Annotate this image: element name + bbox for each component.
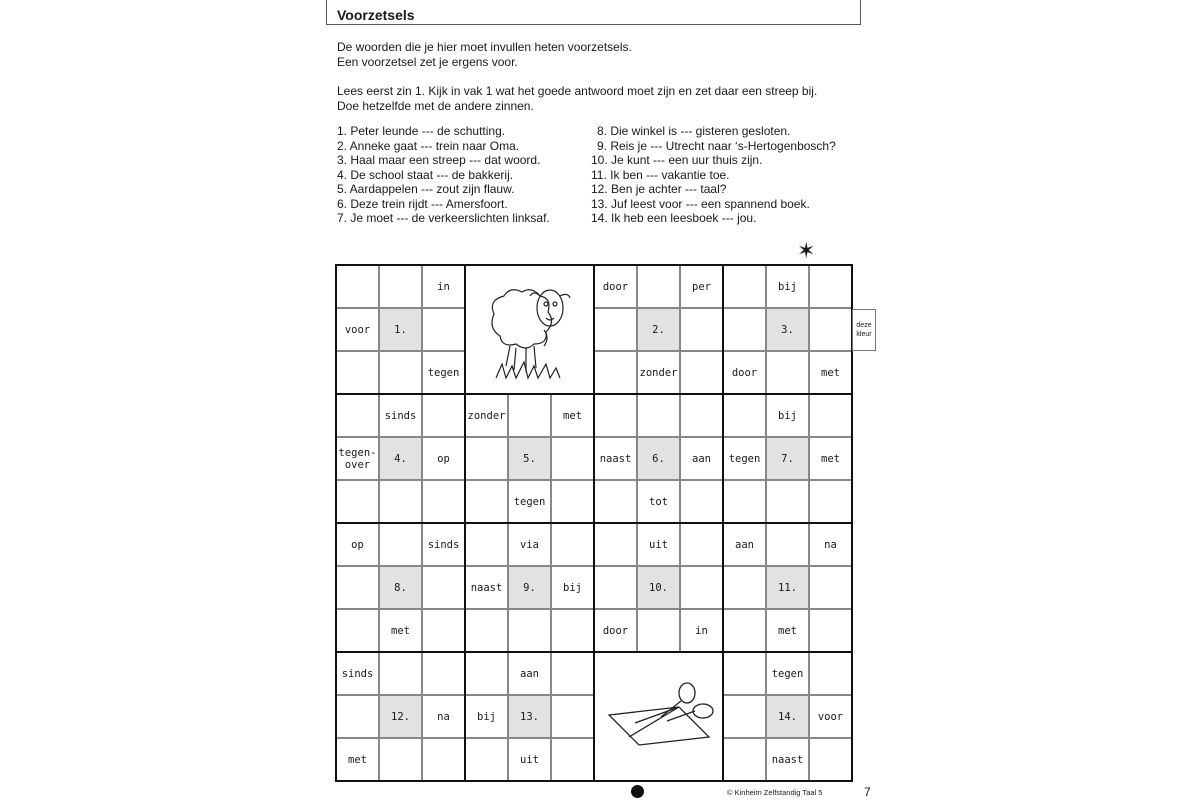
grid-cell[interactable] [809, 480, 852, 523]
grid-cell[interactable]: in [422, 265, 465, 308]
instructions-paragraph [337, 84, 817, 113]
color-key-label: deze kleur [852, 309, 876, 351]
grid-cell[interactable]: zonder [465, 394, 508, 437]
grid-cell[interactable] [551, 695, 594, 738]
grid-cell[interactable]: sinds [422, 523, 465, 566]
grid-cell[interactable] [637, 609, 680, 652]
sentence: 8. Die winkel is --- gisteren gesloten. [597, 124, 791, 138]
grid-cell[interactable] [379, 351, 422, 394]
grid-cell[interactable]: 7. [766, 437, 809, 480]
grid-cell[interactable] [551, 437, 594, 480]
sentence: 4. De school staat --- de bakkerij. [337, 167, 514, 182]
grid-cell[interactable] [336, 351, 379, 394]
grid-cell[interactable]: met [551, 394, 594, 437]
grid-cell[interactable] [766, 523, 809, 566]
grid-cell[interactable]: 12. [379, 695, 422, 738]
grid-cell[interactable] [336, 566, 379, 609]
grid-cell[interactable] [422, 394, 465, 437]
grid-cell[interactable]: 14. [766, 695, 809, 738]
grid-cell[interactable]: met [809, 437, 852, 480]
grid-cell[interactable] [422, 738, 465, 781]
grid-cell[interactable]: naast [594, 437, 637, 480]
grid-cell[interactable] [379, 265, 422, 308]
sudoku-grid [336, 265, 851, 780]
grid-cell[interactable] [809, 609, 852, 652]
grid-cell[interactable] [379, 523, 422, 566]
sentence: 14. Ik heb een leesboek --- jou. [591, 211, 757, 225]
grid-cell[interactable] [723, 265, 766, 308]
grid-cell[interactable] [594, 351, 637, 394]
sentence: 7. Je moet --- de verkeerslichten linksaf. [337, 211, 550, 225]
sheep-icon [466, 266, 595, 395]
grid-cell[interactable] [594, 394, 637, 437]
grid-cell[interactable] [336, 394, 379, 437]
grid-cell[interactable] [551, 652, 594, 695]
page-title: Voorzetsels [337, 7, 415, 23]
grid-cell[interactable]: sinds [379, 394, 422, 437]
grid-cell[interactable] [422, 566, 465, 609]
grid-cell[interactable] [723, 566, 766, 609]
grid-cell[interactable] [422, 652, 465, 695]
grid-cell[interactable] [680, 394, 723, 437]
page-number: 7 [864, 785, 871, 799]
grid-cell[interactable] [379, 738, 422, 781]
grid-cell[interactable]: 11. [766, 566, 809, 609]
sentences-left [337, 124, 550, 226]
scissors-illustration [594, 652, 723, 781]
grid-cell[interactable] [551, 609, 594, 652]
title-box [326, 0, 861, 25]
grid-cell[interactable]: zonder [637, 351, 680, 394]
grid-cell[interactable] [465, 738, 508, 781]
sentence: 6. Deze trein rijdt --- Amersfoort. [337, 196, 508, 211]
grid-cell[interactable] [723, 308, 766, 351]
grid-cell[interactable]: bij [766, 394, 809, 437]
grid-cell[interactable]: 8. [379, 566, 422, 609]
grid-cell[interactable] [809, 652, 852, 695]
grid-cell[interactable]: tegen [723, 437, 766, 480]
grid-cell[interactable] [680, 566, 723, 609]
grid-cell[interactable] [594, 308, 637, 351]
sentences-right [591, 124, 836, 226]
grid-cell[interactable]: op [422, 437, 465, 480]
sentence: 5. Aardappelen --- zout zijn flauw. [337, 182, 515, 196]
grid-cell[interactable]: 5. [508, 437, 551, 480]
grid-cell[interactable] [723, 695, 766, 738]
grid-cell[interactable]: via [508, 523, 551, 566]
sentence: 12. Ben je achter --- taal? [591, 182, 727, 196]
grid-cell[interactable] [508, 394, 551, 437]
grid-cell[interactable] [379, 652, 422, 695]
grid-cell[interactable] [809, 738, 852, 781]
grid-cell[interactable]: bij [766, 265, 809, 308]
grid-cell[interactable]: tot [637, 480, 680, 523]
grid-cell[interactable] [723, 738, 766, 781]
grid-cell[interactable] [766, 480, 809, 523]
grid-cell[interactable] [680, 523, 723, 566]
grid-cell[interactable] [508, 609, 551, 652]
grid-cell[interactable] [723, 652, 766, 695]
sentence: 13. Juf leest voor --- een spannend boek. [591, 196, 810, 211]
grid-cell[interactable] [422, 308, 465, 351]
grid-cell[interactable] [594, 566, 637, 609]
grid-cell[interactable] [551, 480, 594, 523]
grid-cell[interactable] [594, 523, 637, 566]
grid-cell[interactable] [336, 265, 379, 308]
grid-cell[interactable] [336, 480, 379, 523]
grid-cell[interactable]: 10. [637, 566, 680, 609]
sentence: 3. Haal maar een streep --- dat woord. [337, 153, 541, 167]
grid-cell[interactable]: 9. [508, 566, 551, 609]
grid-cell[interactable] [637, 265, 680, 308]
grid-cell[interactable] [465, 437, 508, 480]
intro-line: Een voorzetsel zet je ergens voor. [337, 54, 518, 69]
grid-cell[interactable]: bij [465, 695, 508, 738]
grid-cell[interactable] [809, 566, 852, 609]
grid-cell[interactable] [766, 351, 809, 394]
grid-cell[interactable]: door [723, 351, 766, 394]
star-icon: ✶ [797, 238, 816, 263]
grid-cell[interactable]: naast [465, 566, 508, 609]
sentence: 2. Anneke gaat --- trein naar Oma. [337, 138, 520, 153]
grid-cell[interactable]: 13. [508, 695, 551, 738]
grid-cell[interactable]: 3. [766, 308, 809, 351]
grid-cell[interactable]: met [336, 738, 379, 781]
grid-cell[interactable]: door [594, 609, 637, 652]
grid-cell[interactable]: aan [680, 437, 723, 480]
grid-cell[interactable]: met [809, 351, 852, 394]
grid-cell[interactable] [809, 394, 852, 437]
grid-cell[interactable] [594, 480, 637, 523]
bullet-dot-icon [631, 785, 644, 798]
grid-cell[interactable]: op [336, 523, 379, 566]
grid-cell[interactable] [551, 523, 594, 566]
grid-cell[interactable] [465, 652, 508, 695]
grid-cell[interactable]: in [680, 609, 723, 652]
grid-cell[interactable]: met [379, 609, 422, 652]
grid-cell[interactable]: per [680, 265, 723, 308]
grid-cell[interactable] [809, 308, 852, 351]
grid-cell[interactable] [723, 609, 766, 652]
grid-cell[interactable]: met [766, 609, 809, 652]
grid-cell[interactable] [680, 308, 723, 351]
grid-cell[interactable]: na [809, 523, 852, 566]
sheep-illustration [465, 265, 594, 394]
grid-cell[interactable] [379, 480, 422, 523]
grid-cell[interactable]: 1. [379, 308, 422, 351]
copyright-footer: © Kinheim Zelfstandig Taal 5 [727, 788, 823, 797]
grid-cell[interactable]: voor [809, 695, 852, 738]
grid-cell[interactable] [723, 394, 766, 437]
grid-cell[interactable]: aan [508, 652, 551, 695]
grid-cell[interactable] [422, 609, 465, 652]
grid-cell[interactable]: sinds [336, 652, 379, 695]
grid-cell[interactable] [723, 480, 766, 523]
grid-cell[interactable] [680, 480, 723, 523]
grid-cell[interactable]: tegen [508, 480, 551, 523]
grid-cell[interactable] [637, 394, 680, 437]
sentence: 1. Peter leunde --- de schutting. [337, 124, 506, 138]
instruction-line: Lees eerst zin 1. Kijk in vak 1 wat het goede antwoord moet zijn en zet daar een streep bij. [337, 84, 818, 98]
grid-cell[interactable]: door [594, 265, 637, 308]
intro-paragraph [337, 40, 632, 69]
sentence: 10. Je kunt --- een uur thuis zijn. [591, 153, 763, 167]
grid-cell[interactable] [680, 351, 723, 394]
instruction-line: Doe hetzelfde met de andere zinnen. [337, 98, 534, 113]
grid-cell[interactable] [422, 480, 465, 523]
grid-cell[interactable] [465, 523, 508, 566]
grid-cell[interactable]: tegen- over [336, 437, 379, 480]
grid-cell[interactable]: 6. [637, 437, 680, 480]
grid-cell[interactable]: naast [766, 738, 809, 781]
grid-cell[interactable]: tegen [422, 351, 465, 394]
grid-cell[interactable]: 2. [637, 308, 680, 351]
grid-cell[interactable] [465, 480, 508, 523]
sentence: 9. Reis je --- Utrecht naar ‘s-Hertogenbosch? [597, 138, 836, 153]
grid-cell[interactable] [809, 265, 852, 308]
grid-cell[interactable] [465, 609, 508, 652]
grid-cell[interactable] [336, 609, 379, 652]
sentence: 11. Ik ben --- vakantie toe. [591, 167, 730, 182]
grid-cell[interactable]: aan [723, 523, 766, 566]
grid-cell[interactable] [551, 738, 594, 781]
grid-cell[interactable]: na [422, 695, 465, 738]
grid-cell[interactable]: 4. [379, 437, 422, 480]
grid-cell[interactable]: voor [336, 308, 379, 351]
grid-cell[interactable]: tegen [766, 652, 809, 695]
scissors-icon [595, 653, 724, 782]
grid-cell[interactable] [336, 695, 379, 738]
grid-cell[interactable]: uit [637, 523, 680, 566]
intro-line: De woorden die je hier moet invullen heten voorzetsels. [337, 40, 632, 54]
grid-cell[interactable]: bij [551, 566, 594, 609]
grid-cell[interactable]: uit [508, 738, 551, 781]
